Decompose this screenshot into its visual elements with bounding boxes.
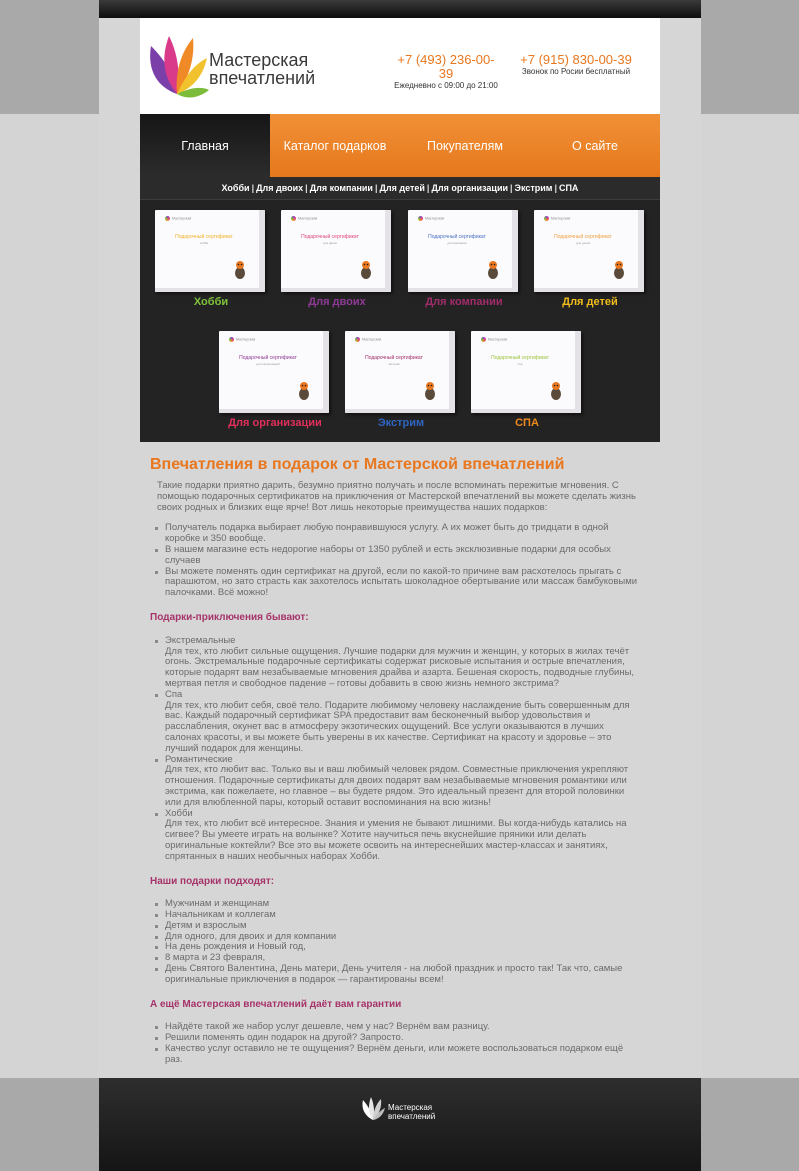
type-desc: Для тех, кто любит всё интересное. Знания и умения не бывают лишними. Вы когда-нибудь катались на сигвее? Вы умеете играть на волынке? Хотите научиться печь вкуснейшие пряники или делать оригинальные коктейли? Все это вы можете освоить на интереснейших мастер-классах и занятиях, спрятанных в наших необычных наборах Хобби. bbox=[165, 818, 627, 862]
product-card[interactable] bbox=[471, 331, 583, 429]
cert-subtitle: для организаций bbox=[256, 362, 280, 366]
product-card[interactable] bbox=[219, 331, 331, 429]
logo-petals-icon bbox=[147, 32, 209, 102]
guarantee-heading: А ещё Мастерская впечатлений даёт вам гарантии bbox=[150, 998, 402, 1010]
advantages-list bbox=[150, 523, 640, 599]
figure-icon bbox=[486, 260, 500, 280]
product-showcase bbox=[140, 200, 660, 442]
figure-icon bbox=[359, 260, 373, 280]
logo-line-1: Мастерская bbox=[209, 50, 309, 70]
figure-icon bbox=[233, 260, 247, 280]
phone-block-2 bbox=[519, 53, 633, 77]
phone-note-2: Звонок по Росии бесплатный bbox=[521, 67, 631, 76]
list-item bbox=[155, 636, 640, 690]
cert-title: Подарочный сертификат bbox=[554, 234, 612, 240]
gift-box-image bbox=[155, 210, 265, 292]
list-item: Найдёте такой же набор услуг дешевле, чем у нас? Вернём вам разницу. bbox=[155, 1022, 640, 1033]
box-brand: Мастерская bbox=[291, 216, 317, 221]
box-cert-title bbox=[295, 234, 365, 246]
cert-title: Подарочный сертификат bbox=[175, 234, 233, 240]
subnav-link-spa[interactable]: СПА bbox=[558, 183, 579, 193]
box-cert-title bbox=[548, 234, 618, 246]
list-item: 8 марта и 23 февраля, bbox=[155, 953, 640, 964]
nav-item-home[interactable]: Главная bbox=[140, 114, 270, 177]
gift-box-image bbox=[471, 331, 581, 413]
nav-item-about[interactable]: О сайте bbox=[572, 138, 618, 153]
subnav-link-company[interactable]: Для компании bbox=[309, 183, 373, 193]
cert-title: Подарочный сертификат bbox=[491, 355, 549, 361]
subnav-link-extreme[interactable]: Экстрим bbox=[514, 183, 553, 193]
cert-subtitle: экстрим bbox=[388, 362, 400, 366]
types-list bbox=[150, 636, 640, 863]
logo-text bbox=[209, 51, 315, 87]
list-item: Детям и взрослым bbox=[155, 921, 640, 932]
cert-subtitle: для двоих bbox=[322, 241, 338, 245]
type-desc: Для тех, кто любит вас. Только вы и ваш любимый человек рядом. Совместные приключения укрепляют отношения. Подарочные сертификаты для двоих подарят вам незабываемые мгновения романтики или экстрима, как пожелаете, но главное – вы будете рядом. Это идеальный презент для второй половинки или для влюбленной пары, который оставит воспоминания на всю жизнь! bbox=[165, 764, 629, 808]
cert-subtitle: для детей bbox=[576, 241, 590, 245]
type-name: Спа bbox=[165, 688, 183, 700]
product-card[interactable] bbox=[408, 210, 520, 308]
type-name: Романтические bbox=[165, 753, 233, 765]
nav-item-catalog[interactable]: Каталог подарков bbox=[283, 138, 387, 153]
box-brand: Мастерская bbox=[229, 337, 255, 342]
list-item: На день рождения и Новый год, bbox=[155, 942, 640, 953]
box-brand: Мастерская bbox=[544, 216, 570, 221]
top-strip bbox=[99, 0, 701, 18]
list-item: Получатель подарка выбирает любую понравившуюся услугу. А их может быть до тридцати в одной коробке и 350 вообще. bbox=[155, 523, 640, 545]
product-label[interactable]: Для организации bbox=[228, 417, 322, 429]
list-item bbox=[155, 809, 640, 863]
gift-box-image bbox=[281, 210, 391, 292]
gift-box-image bbox=[534, 210, 644, 292]
page-title: Впечатления в подарок от Мастерской впечатлений bbox=[150, 456, 565, 473]
list-item: Вы можете поменять один сертификат на другой, если по какой-то причине вам расхотелось прыгать с парашютом, но зато страсть как захотелось испытать шоколадное обертывание или массаж бамбуковыми палочками. Всё можно! bbox=[155, 567, 640, 599]
subnav-link-hobby[interactable]: Хобби bbox=[221, 183, 250, 193]
list-item: Качество услуг оставило не те ощущения? Вернём деньги, или можете воспользоваться подарком ещё раз. bbox=[155, 1044, 640, 1066]
gift-box-image bbox=[219, 331, 329, 413]
suits-list bbox=[150, 899, 640, 985]
list-item: Начальникам и коллегам bbox=[155, 910, 640, 921]
logo-line-2: впечатлений bbox=[209, 68, 316, 88]
list-item: Мужчинам и женщинам bbox=[155, 899, 640, 910]
category-subnav: Хобби | Для двоих | Для компании | Для детей | Для организации | Экстрим | СПА bbox=[140, 177, 660, 200]
cert-subtitle: спа bbox=[517, 362, 523, 366]
figure-icon bbox=[612, 260, 626, 280]
figure-icon bbox=[297, 381, 311, 401]
cert-title: Подарочный сертификат bbox=[301, 234, 359, 240]
list-item: Решили поменять один подарок на другой? Запросто. bbox=[155, 1033, 640, 1044]
cert-title: Подарочный сертификат bbox=[365, 355, 423, 361]
list-item bbox=[155, 690, 640, 755]
list-item: День Святого Валентина, День матери, День учителя - на любой праздник и просто так! Так что, самые оригинальные приключения в подарок — гарантированы всем! bbox=[155, 964, 640, 986]
product-card[interactable] bbox=[155, 210, 267, 308]
type-desc: Для тех, кто любит сильные ощущения. Лучшие подарки для мужчин и женщин, у которых в жилах течёт огонь. Экстремальные подарочные сертификаты содержат рисковые испытания и острые впечатления, которые подарят вам незабываемые мгновения драйва и азарта. Бешеная скорость, подводные глубины, мертвая петля и свободное падение – готовы добавить в свою жизнь немного экстрима? bbox=[165, 645, 635, 689]
box-brand: Мастерская bbox=[418, 216, 444, 221]
nav-item-buyers[interactable]: Покупателям bbox=[426, 138, 504, 153]
cert-title: Подарочный сертификат bbox=[239, 355, 297, 361]
cert-subtitle: хобби bbox=[199, 241, 209, 245]
box-cert-title bbox=[169, 234, 239, 246]
box-brand: Мастерская bbox=[165, 216, 191, 221]
list-item bbox=[155, 755, 640, 809]
cert-title: Подарочный сертификат bbox=[428, 234, 486, 240]
type-name: Экстремальные bbox=[165, 634, 236, 646]
phone-number-1[interactable]: +7 (493) 236-00-39 bbox=[397, 52, 495, 81]
footer bbox=[99, 1078, 701, 1171]
footer-logo-icon bbox=[361, 1096, 385, 1122]
footer-logo-line-2: впечатлений bbox=[388, 1112, 436, 1121]
figure-icon bbox=[549, 381, 563, 401]
phone-note-1: Ежедневно с 09:00 до 21:00 bbox=[394, 81, 498, 90]
product-card[interactable] bbox=[534, 210, 646, 308]
product-label[interactable]: Для компании bbox=[425, 296, 503, 308]
product-label[interactable]: СПА bbox=[515, 417, 539, 429]
subnav-link-organization[interactable]: Для организации bbox=[431, 183, 509, 193]
main-content bbox=[150, 455, 640, 1066]
gift-box-image bbox=[345, 331, 455, 413]
list-item: Для одного, для двоих и для компании bbox=[155, 932, 640, 943]
figure-icon bbox=[423, 381, 437, 401]
footer-logo-line-1: Мастерская bbox=[388, 1103, 433, 1112]
type-desc: Для тех, кто любит себя, своё тело. Подарите любимому человеку наслаждение быть совершенным для вас. Каждый подарочный сертификат SPA предоставит вам бесконечный выбор удовольствия и расслабления, окунет вас в атмосферу экзотических ощущений. Все услуги оказываются в лучших салонах красоты, и вы можете быть уверены в их качестве. Сертификат на красоту и здоровье – это лучший подарок для женщины. bbox=[165, 699, 630, 754]
guarantee-list bbox=[150, 1022, 640, 1065]
phone-number-2[interactable]: +7 (915) 830-00-39 bbox=[520, 52, 632, 67]
product-label[interactable]: Для детей bbox=[562, 296, 618, 308]
product-card[interactable] bbox=[281, 210, 393, 308]
types-heading: Подарки-приключения бывают: bbox=[150, 611, 309, 623]
cert-subtitle: для компании bbox=[447, 241, 467, 245]
intro-text: Такие подарки приятно дарить, безумно приятно получать и после вспоминать пережитые мгновения. С помощью подарочных сертификатов на приключения от Мастерской впечатлений вы можете сделать жизнь своих родных и близких еще ярче! Вот лишь некоторые преимущества наших подарков: bbox=[157, 480, 636, 513]
list-item: В нашем магазине есть недорогие наборы от 1350 рублей и есть эксклюзивные подарки для особых случаев bbox=[155, 545, 640, 567]
product-label[interactable]: Для двоих bbox=[308, 296, 366, 308]
suits-heading: Наши подарки подходят: bbox=[150, 875, 275, 887]
box-brand: Мастерская bbox=[481, 337, 507, 342]
box-brand: Мастерская bbox=[355, 337, 381, 342]
product-label[interactable]: Экстрим bbox=[377, 417, 425, 429]
product-label[interactable]: Хобби bbox=[193, 296, 229, 308]
subnav-link-couple[interactable]: Для двоих bbox=[256, 183, 304, 193]
box-cert-title bbox=[422, 234, 492, 246]
box-cert-title bbox=[359, 355, 429, 367]
box-cert-title bbox=[485, 355, 555, 367]
product-card[interactable] bbox=[345, 331, 457, 429]
gift-box-image bbox=[408, 210, 518, 292]
footer-logo[interactable] bbox=[361, 1096, 441, 1122]
main-nav bbox=[140, 114, 660, 177]
phone-block-1 bbox=[392, 53, 500, 91]
box-cert-title bbox=[233, 355, 303, 367]
subnav-link-kids[interactable]: Для детей bbox=[379, 183, 425, 193]
type-name: Хобби bbox=[165, 807, 193, 819]
